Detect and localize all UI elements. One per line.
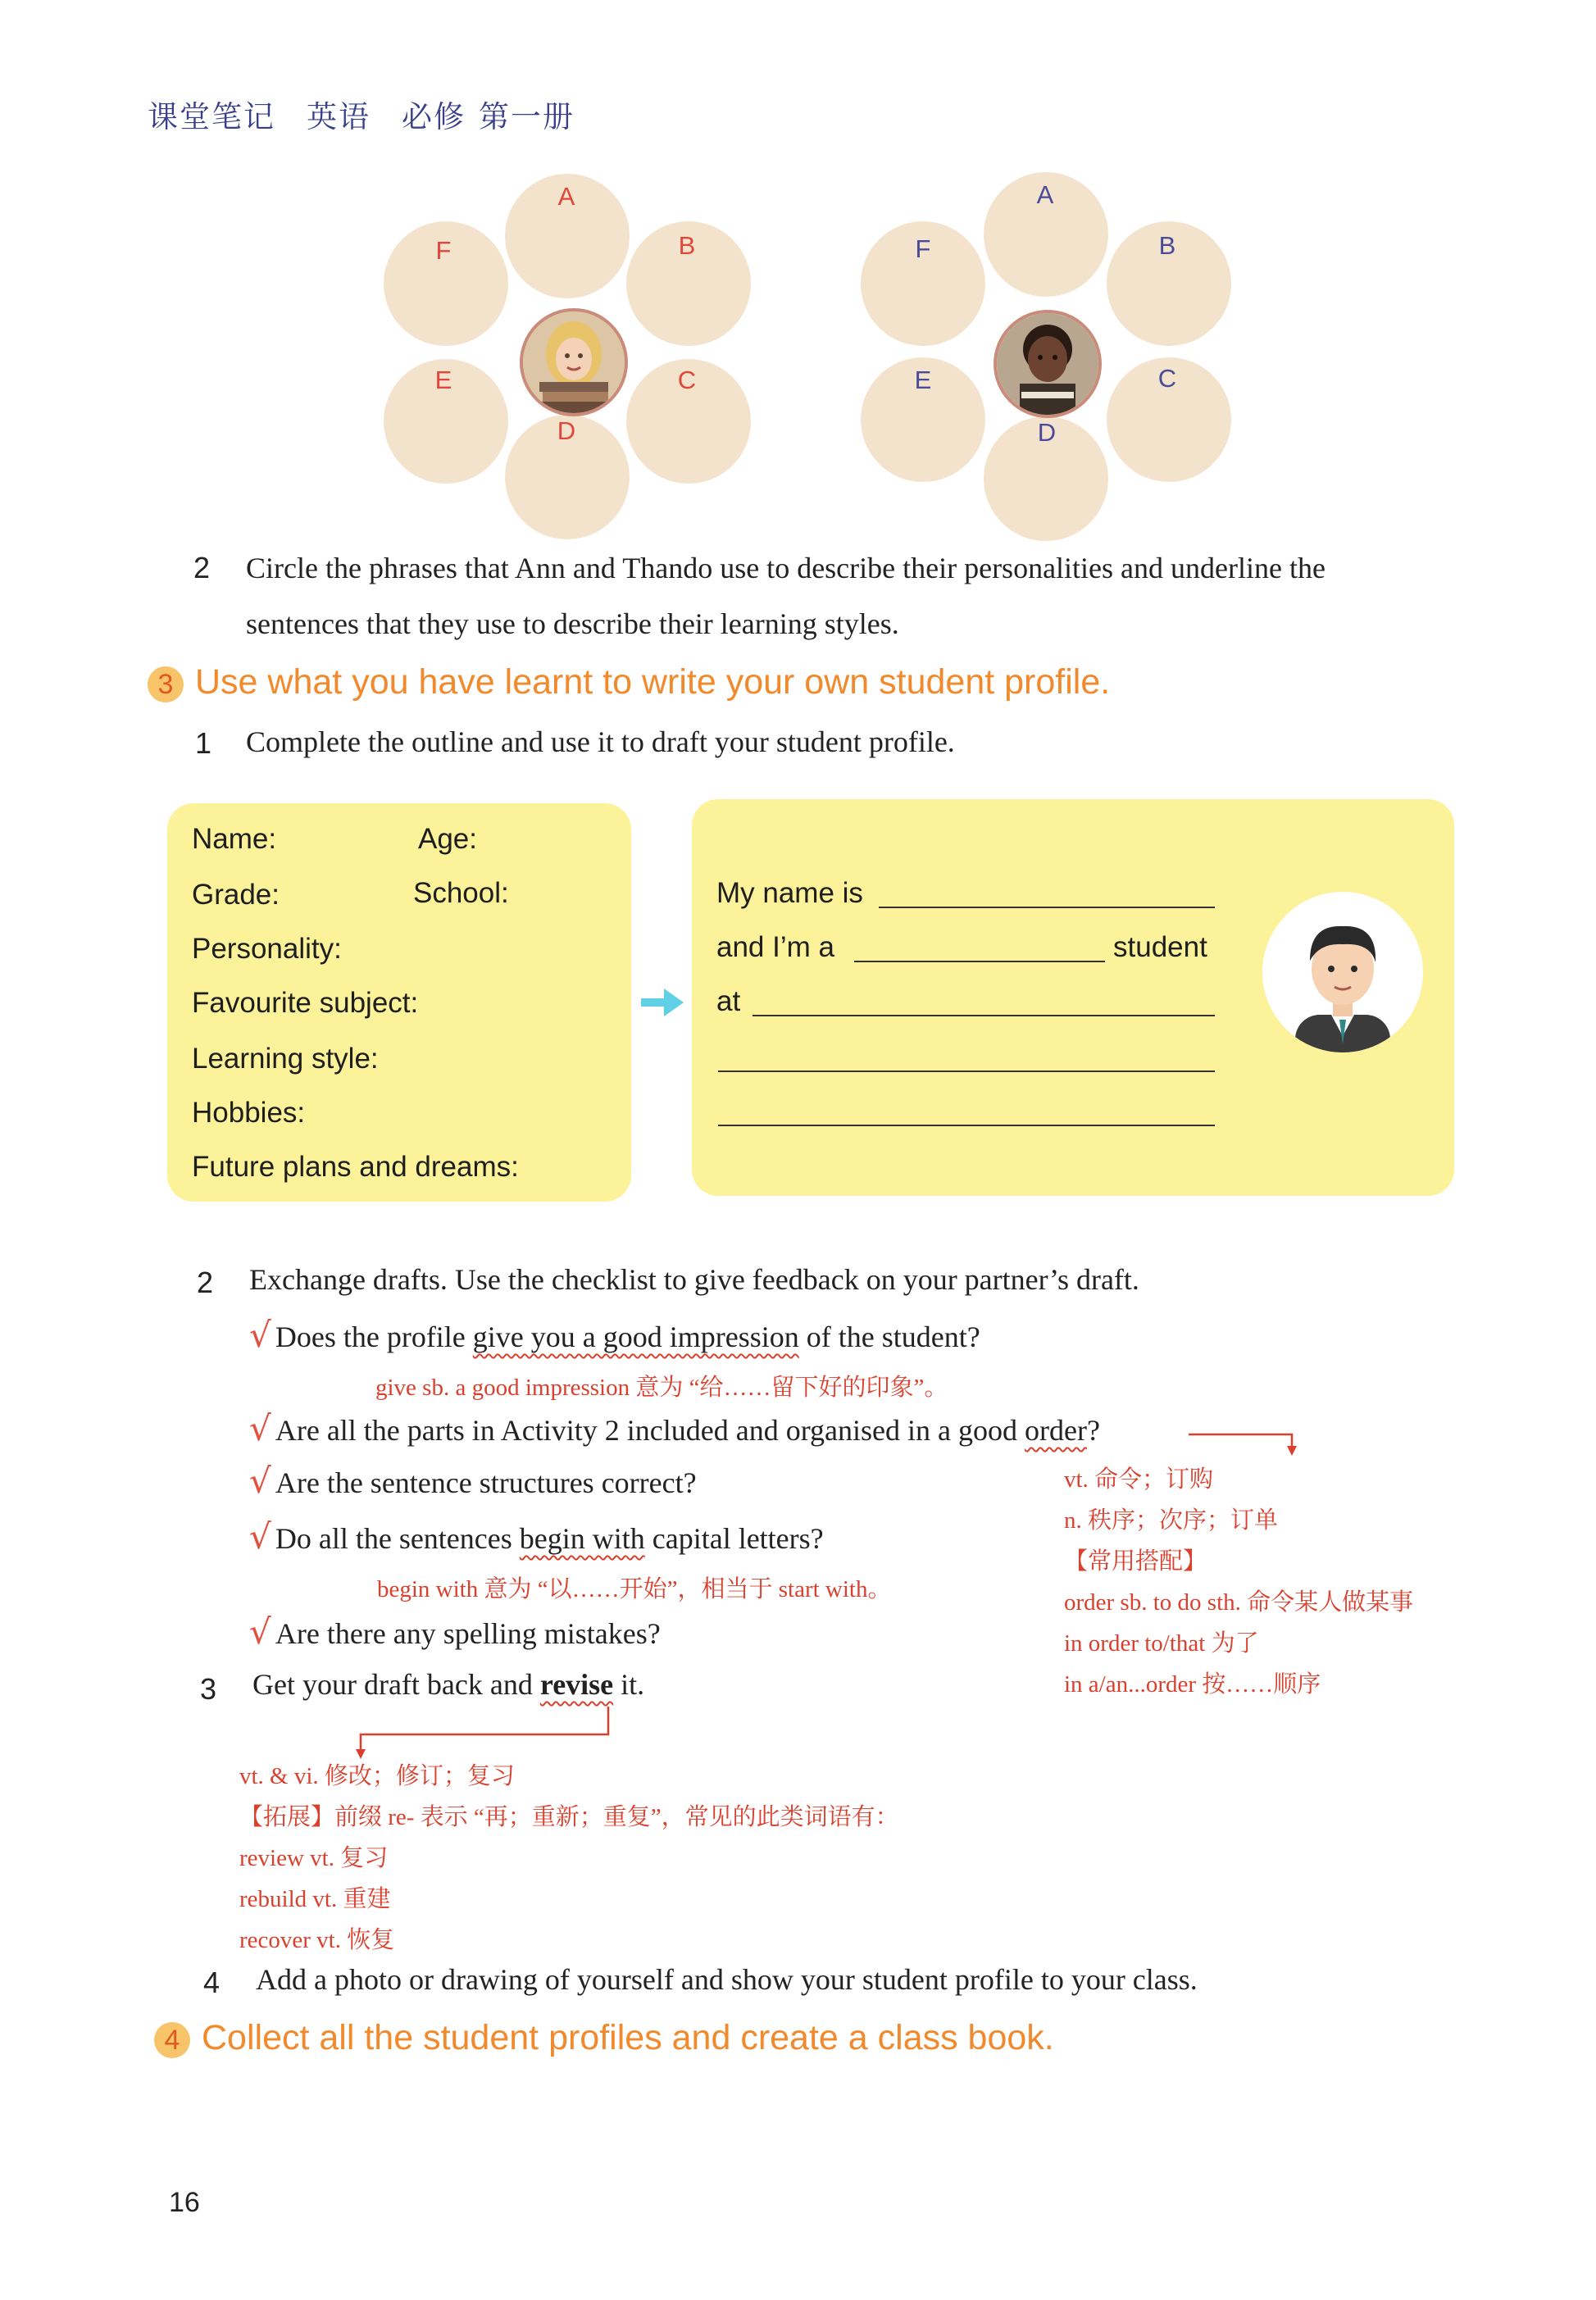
blank-line — [718, 1070, 1215, 1072]
blank-line — [718, 1125, 1215, 1126]
petal-label-e: E — [434, 366, 452, 394]
section-number-badge: 3 — [148, 666, 184, 702]
checklist-text: Does the profile give you a good impression of the student? — [275, 1320, 980, 1353]
header-compulsory: 必修 — [402, 99, 466, 134]
blank-line — [879, 907, 1215, 908]
draft-line-school: at — [716, 985, 741, 1017]
outline-school: School: — [413, 877, 509, 909]
item-number: 2 — [193, 551, 211, 584]
petal-label-e: E — [914, 366, 932, 394]
page-header — [148, 92, 606, 136]
check-icon: √ — [249, 1408, 271, 1448]
checklist-text: Do all the sentences begin with capital letters? — [275, 1522, 824, 1555]
outline-age: Age: — [418, 823, 477, 855]
item-number: 4 — [203, 1966, 221, 1999]
draft-line-student: student — [1113, 931, 1207, 963]
checklist-item-5 — [249, 1611, 661, 1652]
petal-label-c: C — [1157, 364, 1177, 393]
petal-label-b: B — [1158, 231, 1176, 260]
annotation-note: give sb. a good impression 意为 “给……留下好的印象”。 — [375, 1375, 948, 1401]
page-number: 16 — [169, 2187, 200, 2218]
header-volume: 第一册 — [479, 99, 575, 134]
revise-note-line: 【拓展】前缀 re- 表示 “再；重新；重复”，常见的此类词语有： — [239, 1804, 899, 1830]
draft-line-grade: and I’m a — [716, 931, 834, 963]
arrow-right-icon — [639, 985, 687, 1020]
petal-label-f: F — [435, 236, 452, 265]
student-photo-ann — [520, 308, 628, 416]
annotation-note: begin with 意为 “以……开始”，相当于 start with。 — [377, 1576, 892, 1602]
outline-personality: Personality: — [192, 933, 342, 965]
arrow-down-icon — [348, 1705, 610, 1762]
section-heading-3 — [148, 662, 1110, 702]
check-icon: √ — [249, 1516, 271, 1557]
petal-label-f: F — [915, 234, 931, 263]
checklist-text: Are all the parts in Activity 2 included and organised in a good order? — [275, 1414, 1100, 1447]
outline-hobbies: Hobbies: — [192, 1097, 306, 1129]
section-number-badge: 4 — [154, 2022, 190, 2058]
petal-label-d: D — [1037, 418, 1057, 447]
order-note-line: n. 秩序；次序；订单 — [1064, 1507, 1279, 1534]
checklist-text: Are the sentence structures correct? — [275, 1466, 697, 1499]
outline-favourite-subject: Favourite subject: — [192, 987, 419, 1019]
revise-note-line: review vt. 复习 — [239, 1845, 389, 1871]
petal-label-a: A — [1036, 180, 1054, 209]
blank-line — [854, 961, 1105, 962]
revise-note-line: vt. & vi. 修改；修订；复习 — [239, 1763, 515, 1789]
student-photo-thando — [994, 310, 1102, 418]
section-heading-4 — [154, 2018, 1054, 2058]
instruction-line: sentences that they use to describe their learning styles. — [246, 607, 899, 640]
checklist-item-1 — [249, 1315, 980, 1355]
header-notes: 课堂笔记 — [148, 99, 275, 134]
checklist-item-2 — [249, 1408, 1100, 1448]
draft-line-name: My name is — [716, 877, 863, 909]
order-note-line: order sb. to do sth. 命令某人做某事 — [1064, 1589, 1414, 1616]
instruction-line: Get your draft back and revise it. — [252, 1668, 645, 1701]
order-note-line: 【常用搭配】 — [1064, 1548, 1207, 1575]
checklist-item-4 — [249, 1516, 824, 1557]
petal-label-a: A — [557, 182, 575, 211]
petal-label-c: C — [677, 366, 697, 394]
instruction-line: Exchange drafts. Use the checklist to give feedback on your partner’s draft. — [249, 1263, 1139, 1296]
check-icon: √ — [249, 1611, 271, 1652]
item-number: 3 — [200, 1672, 217, 1706]
instruction-line: Complete the outline and use it to draft your student profile. — [246, 725, 955, 758]
outline-learning-style: Learning style: — [192, 1043, 379, 1075]
revise-note-line: recover vt. 恢复 — [239, 1927, 395, 1953]
avatar — [1262, 892, 1423, 1052]
checklist-item-3 — [249, 1461, 697, 1501]
order-note-line: in a/an...order 按……顺序 — [1064, 1671, 1321, 1698]
revise-note-line: rebuild vt. 重建 — [239, 1886, 391, 1912]
outline-grade: Grade: — [192, 879, 280, 911]
blank-line — [753, 1015, 1215, 1016]
checklist-text: Are there any spelling mistakes? — [275, 1617, 661, 1650]
header-subject: 英语 — [307, 99, 371, 134]
order-note-line: in order to/that 为了 — [1064, 1630, 1259, 1657]
check-icon: √ — [249, 1461, 271, 1501]
item-number: 1 — [195, 726, 212, 760]
outline-future-plans: Future plans and dreams: — [192, 1151, 519, 1183]
check-icon: √ — [249, 1315, 271, 1355]
arrow-down-icon — [1187, 1425, 1302, 1457]
instruction-line: Add a photo or drawing of yourself and show your student profile to your class. — [256, 1963, 1198, 1996]
section-title: Use what you have learnt to write your own student profile. — [195, 662, 1111, 702]
petal-label-d: D — [557, 416, 576, 445]
instruction-line: Circle the phrases that Ann and Thando use to describe their personalities and underline the — [246, 552, 1325, 584]
petal-label-b: B — [678, 231, 696, 260]
section-title: Collect all the student profiles and create a class book. — [202, 2018, 1054, 2057]
outline-name: Name: — [192, 823, 277, 855]
item-number: 2 — [197, 1266, 214, 1299]
order-note-line: vt. 命令；订购 — [1064, 1466, 1214, 1493]
